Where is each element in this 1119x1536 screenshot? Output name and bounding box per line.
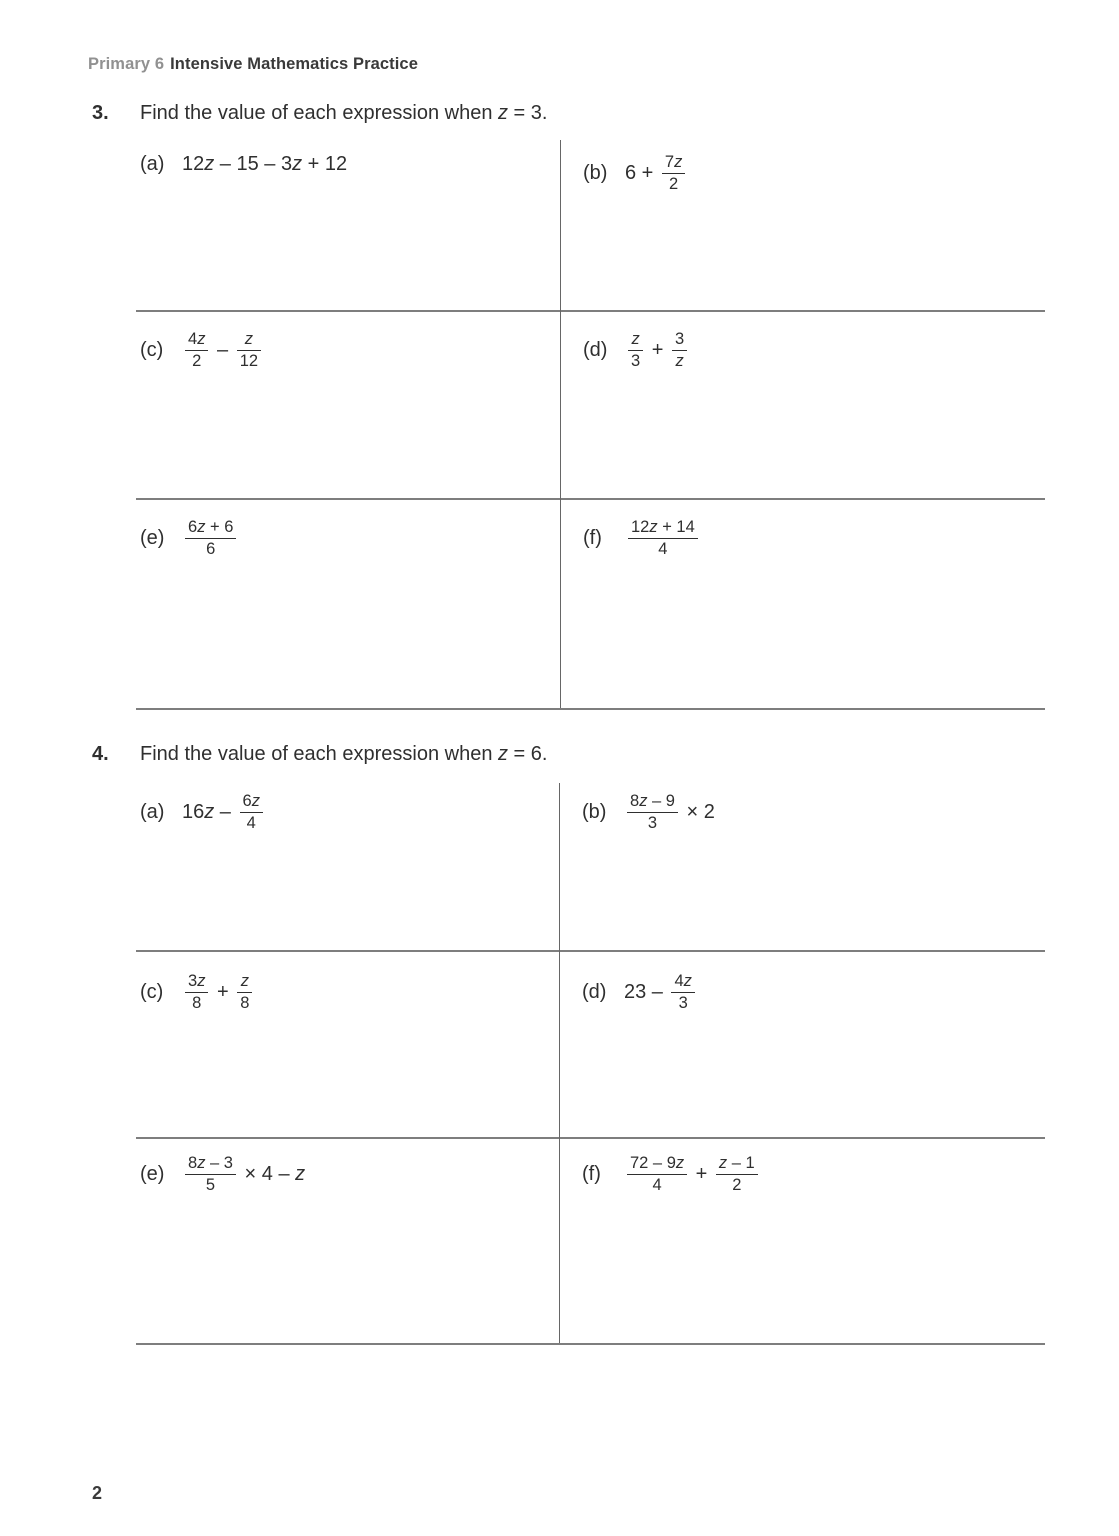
page-number: 2 <box>92 1483 103 1503</box>
fraction: $\frac{7z}{2}$ <box>662 153 685 195</box>
item-cell-3e <box>136 500 560 708</box>
item-label: (e) <box>140 527 165 550</box>
fraction: $\frac{4z}{3}$ <box>671 972 694 1014</box>
item-label: (a) <box>140 801 165 824</box>
grid-row <box>136 140 1045 310</box>
expression: $\frac{72 - 9z}{4}$ + $\frac{z - 1}{2}$ <box>624 1163 761 1185</box>
column-divider <box>560 140 561 708</box>
expression: 12z – 15 – 3z + 12 <box>182 153 348 176</box>
fraction: $\frac{8z - 9}{3}$ <box>627 792 678 834</box>
fraction: $\frac{12z + 14}{4}$ <box>628 518 698 560</box>
expression: $\frac{4z}{2}$ – $\frac{z}{12}$ <box>182 339 264 361</box>
item-label: (d) <box>582 981 607 1004</box>
item-cell-3a <box>136 140 560 310</box>
expression: $\frac{8z - 9}{3}$ × 2 <box>624 801 715 823</box>
fraction: $\frac{6z}{4}$ <box>240 792 263 834</box>
item-label: (d) <box>583 339 608 362</box>
fraction: $\frac{3z}{8}$ <box>185 972 208 1014</box>
fraction: $\frac{4z}{2}$ <box>185 330 208 372</box>
grid-row <box>136 783 1045 950</box>
item-cell-4d <box>559 952 1045 1137</box>
expression: 16z – $\frac{6z}{4}$ <box>182 801 266 823</box>
expression: 23 – $\frac{4z}{3}$ <box>624 981 698 1003</box>
expression <box>625 518 701 559</box>
item-cell-4a <box>136 783 559 950</box>
item-cell-3c <box>136 312 560 498</box>
item-cell-3d <box>560 312 1045 498</box>
expression: $\frac{8z - 3}{5}$ × 4 – z <box>182 1163 305 1185</box>
expression: 6 + $\frac{7z}{2}$ <box>625 162 688 184</box>
item-cell-3f <box>560 500 1045 708</box>
question-3-grid <box>136 140 1045 710</box>
expression <box>182 518 239 559</box>
series-label: Primary 6 <box>88 55 165 73</box>
item-label: (f) <box>583 527 602 550</box>
running-head <box>88 55 418 74</box>
fraction: $\frac{3}{z}$ <box>672 330 687 372</box>
grid-row <box>136 498 1045 708</box>
column-divider <box>559 783 560 1343</box>
expression: $\frac{3z}{8}$ + $\frac{z}{8}$ <box>182 981 255 1003</box>
grid-row <box>136 1137 1045 1343</box>
question-3-number: 3. <box>92 102 109 124</box>
question-4-number: 4. <box>92 743 109 765</box>
fraction: $\frac{6z + 6}{6}$ <box>185 518 236 560</box>
fraction: $\frac{z}{3}$ <box>628 330 643 372</box>
book-title: Intensive Mathematics Practice <box>170 55 418 73</box>
item-label: (b) <box>582 801 607 824</box>
item-cell-3b <box>560 140 1045 310</box>
item-label: (b) <box>583 162 608 185</box>
item-cell-4f <box>559 1139 1045 1343</box>
item-label: (e) <box>140 1163 165 1186</box>
grid-row <box>136 950 1045 1137</box>
fraction: $\frac{8z - 3}{5}$ <box>185 1154 236 1196</box>
expression: $\frac{z}{3}$ + $\frac{3}{z}$ <box>625 339 690 361</box>
fraction: $\frac{z}{12}$ <box>237 330 261 372</box>
item-cell-4c <box>136 952 559 1137</box>
fraction: $\frac{z - 1}{2}$ <box>716 1154 758 1196</box>
fraction: $\frac{z}{8}$ <box>237 972 252 1014</box>
question-4-grid <box>136 783 1045 1345</box>
item-cell-4e <box>136 1139 559 1343</box>
question-3-prompt: Find the value of each expression when z = 3. <box>140 102 548 124</box>
item-label: (c) <box>140 339 164 362</box>
grid-row <box>136 310 1045 498</box>
question-4-prompt: Find the value of each expression when z = 6. <box>140 743 548 765</box>
item-label: (f) <box>582 1163 601 1186</box>
question-4-heading <box>92 743 547 766</box>
fraction: $\frac{72 - 9z}{4}$ <box>627 1154 687 1196</box>
item-label: (c) <box>140 981 164 1004</box>
question-3-heading <box>92 102 547 125</box>
item-cell-4b <box>559 783 1045 950</box>
item-label: (a) <box>140 153 165 176</box>
